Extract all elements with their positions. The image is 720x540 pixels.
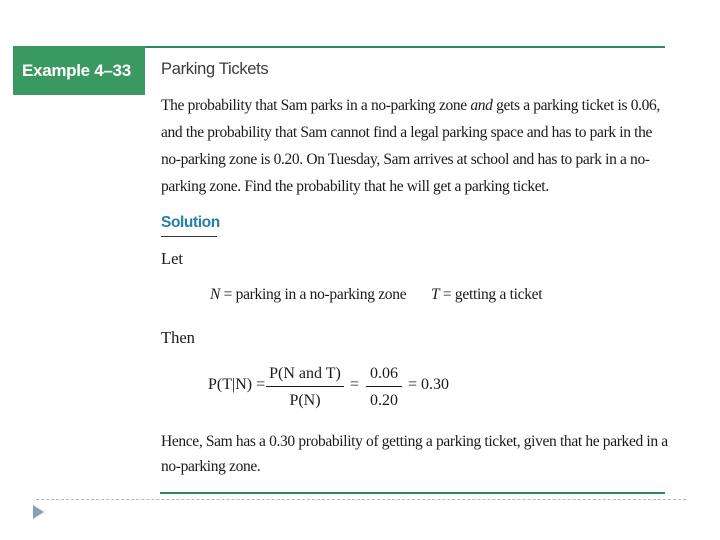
problem-statement [161, 92, 671, 200]
footer-dashed-line [36, 499, 686, 500]
top-rule [145, 46, 665, 48]
fraction-1-numerator: P(N and T) [269, 365, 341, 382]
definition-n-symbol: N [210, 286, 221, 303]
problem-text-1: The probability that Sam parks in a no-parking zone [161, 97, 471, 114]
formula-fraction-2 [366, 362, 402, 413]
fraction-2-numerator: 0.06 [370, 365, 398, 382]
definition-t-text: = getting a ticket [439, 286, 543, 303]
formula-fraction-1 [266, 362, 344, 413]
definition-t-symbol: T [431, 286, 440, 303]
triangle-bullet-icon [33, 505, 44, 519]
solution-underline [161, 236, 217, 237]
definition-n-text: = parking in a no-parking zone [220, 286, 407, 303]
conclusion-text: Hence, Sam has a 0.30 probability of getting a parking ticket, given that he parked in a no-parking zone. [161, 433, 668, 475]
example-badge: Example 4–33 [13, 46, 145, 95]
solution-heading: Solution [161, 214, 220, 231]
formula-equals: = [350, 376, 360, 393]
then-label: Then [161, 328, 195, 347]
fraction-1-denominator: P(N) [289, 392, 321, 409]
problem-text-3: gets a parking ticket is 0.06, and the probability that Sam cannot find a legal parking space and has to park in the no-parking zone is 0.20. On Tuesday, Sam arrives at school and has to park in a no-parking zone. Find the probability that he will get a parking ticket. [161, 97, 660, 195]
let-label: Let [161, 249, 183, 268]
fraction-2-denominator: 0.20 [370, 392, 398, 409]
definition-n [210, 286, 406, 304]
formula-result: = 0.30 [408, 376, 450, 393]
formula-lhs: P(T|N) = [208, 376, 266, 393]
example-title: Parking Tickets [161, 60, 269, 78]
bottom-rule [160, 492, 665, 494]
problem-text-2: and [470, 97, 493, 114]
definition-t [431, 286, 542, 304]
